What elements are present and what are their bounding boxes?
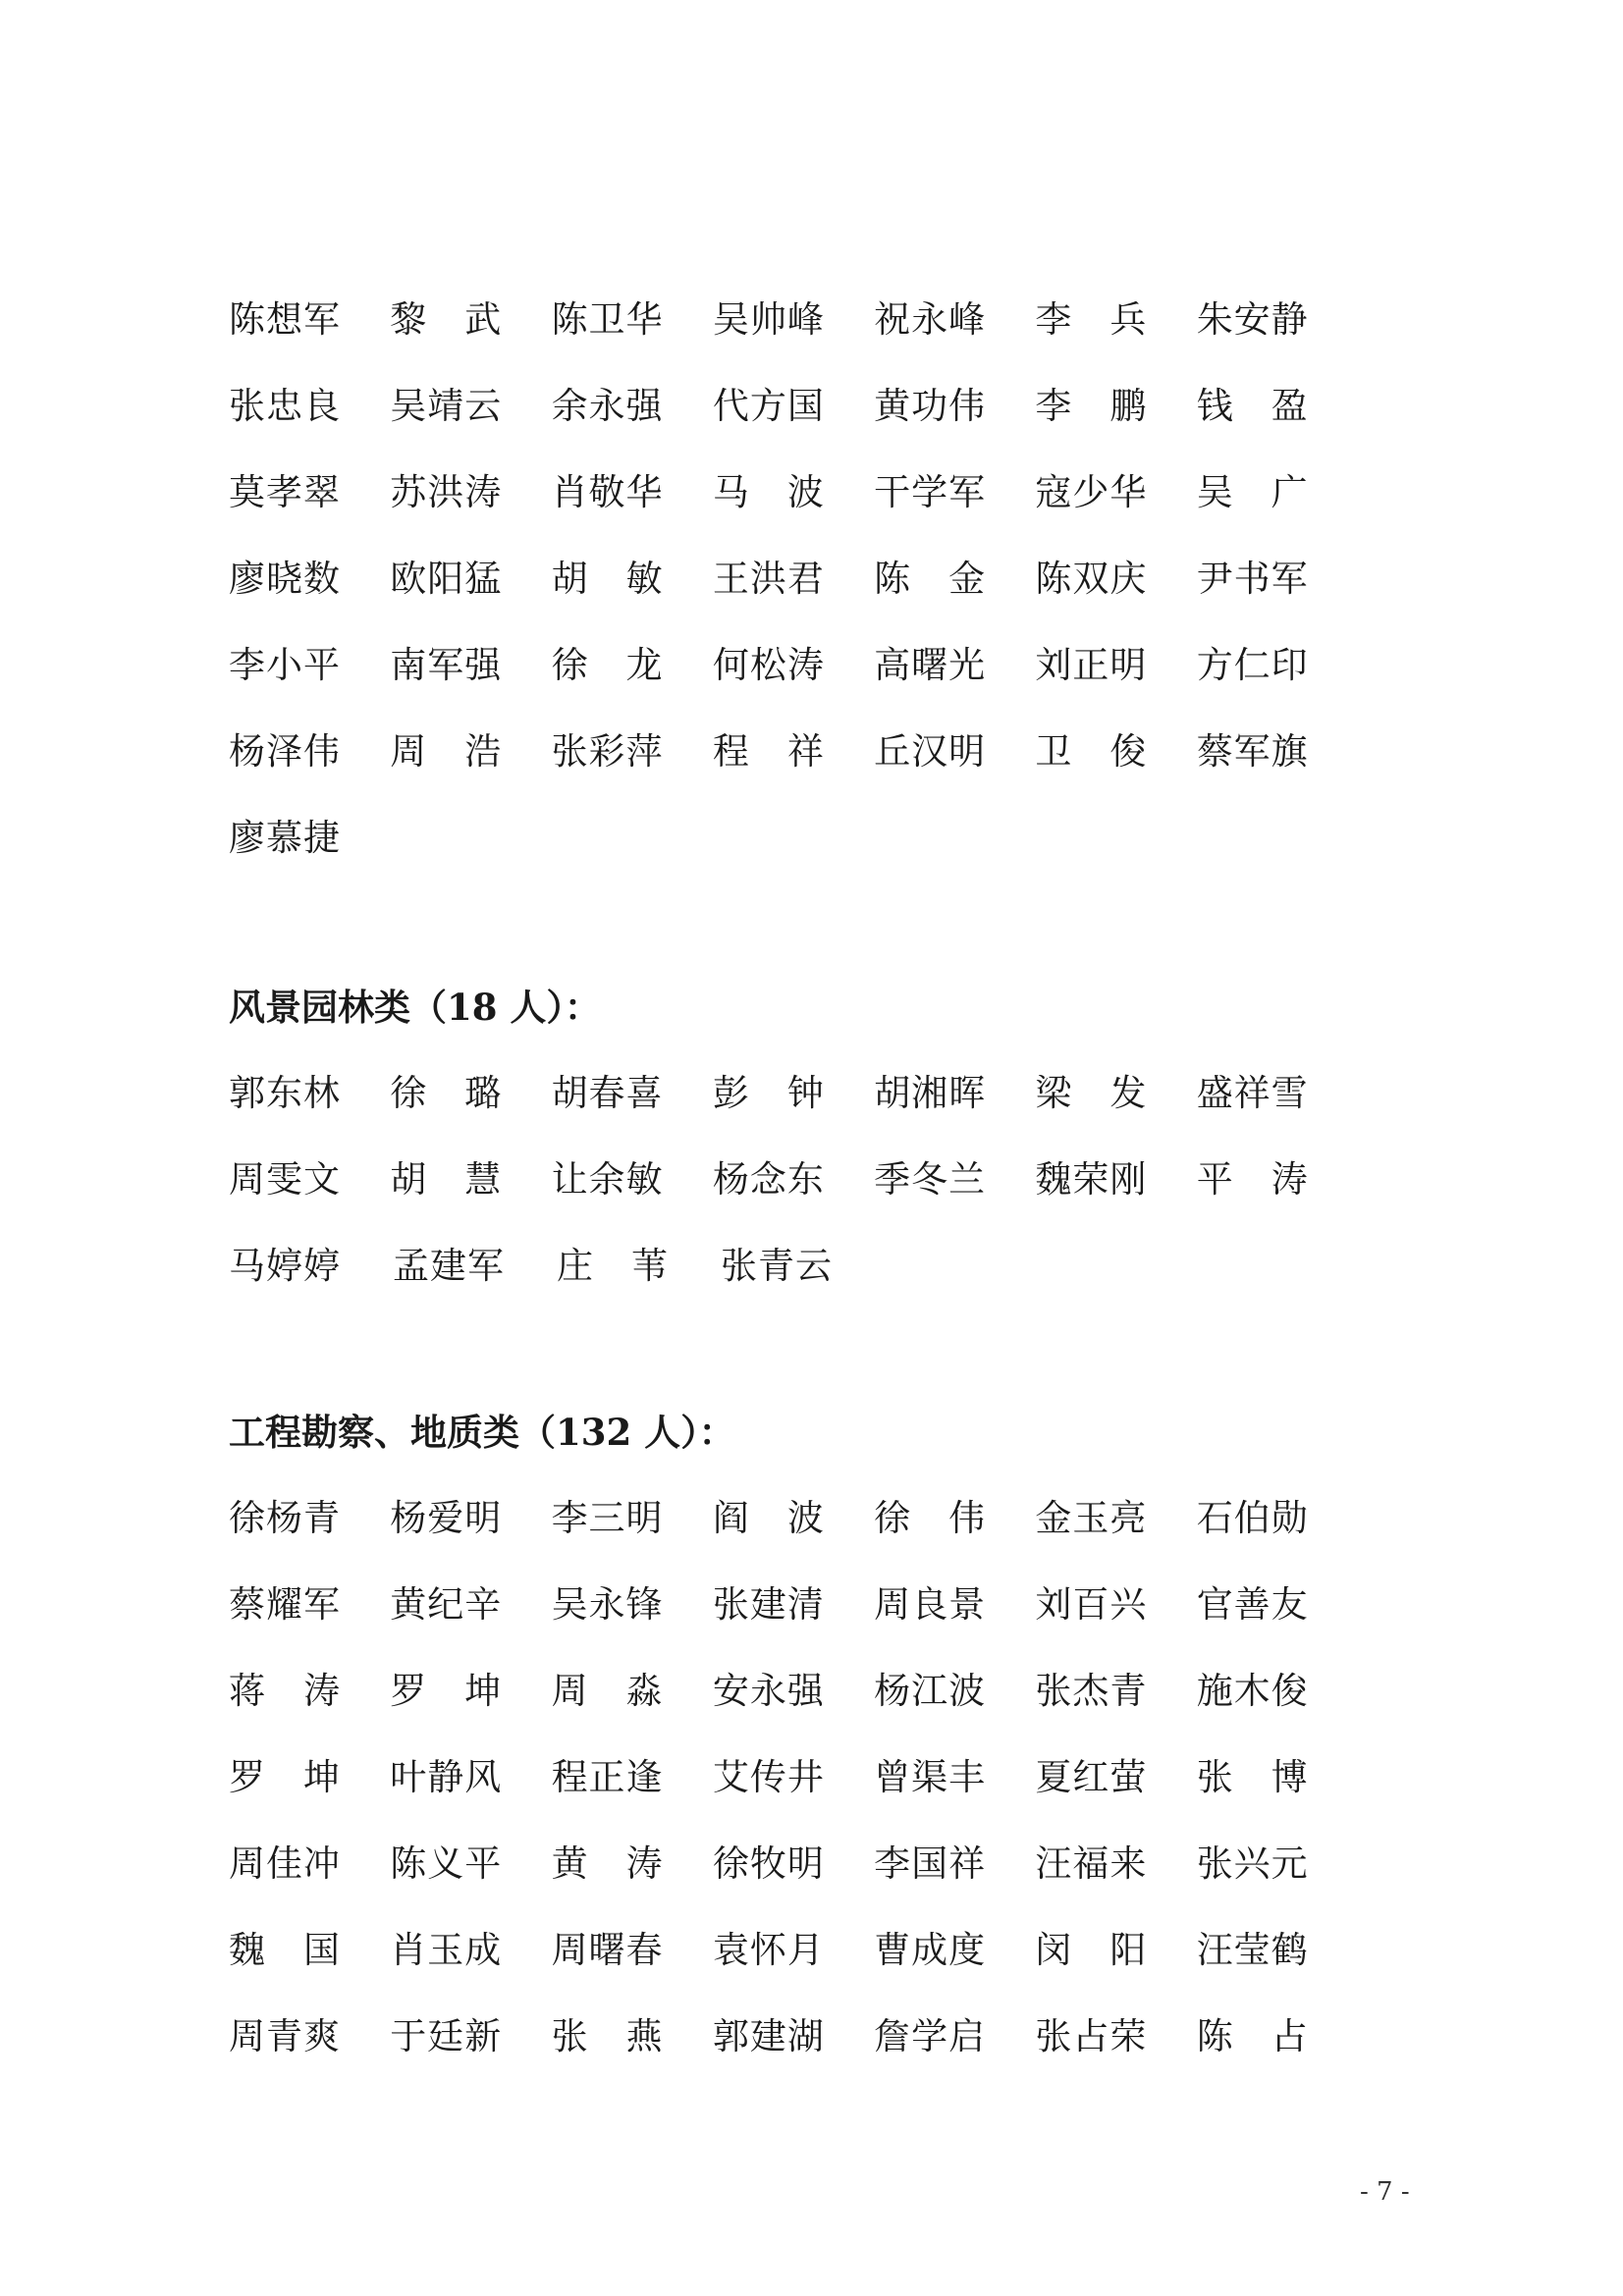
person-name: 安永强 (712, 1670, 825, 1712)
person-name: 欧阳猛 (390, 558, 503, 600)
person-name: 杨念东 (712, 1158, 825, 1201)
person-name: 李 鹏 (1035, 385, 1148, 427)
person-name: 肖玉成 (390, 1929, 503, 1971)
name-row (229, 1475, 1358, 1562)
name-list-landscape (229, 964, 1358, 1309)
person-name: 曾渠丰 (874, 1756, 987, 1798)
person-name: 官善友 (1196, 1583, 1309, 1626)
name-row (229, 1562, 1358, 1648)
person-name: 徐杨青 (229, 1497, 341, 1539)
section-heading: 工程勘察、地质类（132 人）： (229, 1411, 735, 1454)
person-name: 代方国 (712, 385, 825, 427)
person-name: 汪莹鹤 (1196, 1929, 1309, 1971)
person-name: 张 博 (1196, 1756, 1309, 1798)
person-name: 卫 俊 (1035, 730, 1148, 773)
person-name: 高曙光 (874, 644, 987, 686)
person-name: 何松涛 (712, 644, 825, 686)
name-row (229, 1050, 1358, 1137)
person-name: 马婷婷 (229, 1245, 341, 1287)
person-name: 莫孝翠 (229, 471, 341, 513)
person-name: 罗 坤 (390, 1670, 503, 1712)
person-name: 袁怀月 (712, 1929, 825, 1971)
name-row (229, 795, 1358, 881)
person-name: 魏荣刚 (1035, 1158, 1148, 1201)
name-row (229, 536, 1358, 622)
person-name: 徐 璐 (390, 1072, 503, 1114)
person-name: 程 祥 (712, 730, 825, 773)
person-name: 闵 阳 (1035, 1929, 1148, 1971)
person-name: 汪福来 (1035, 1842, 1148, 1885)
person-name: 苏洪涛 (390, 471, 503, 513)
person-name: 徐牧明 (712, 1842, 825, 1885)
person-name: 张兴元 (1196, 1842, 1309, 1885)
person-name: 张建清 (712, 1583, 825, 1626)
person-name: 尹书军 (1196, 558, 1309, 600)
person-name: 张忠良 (229, 385, 341, 427)
person-name: 张 燕 (551, 2015, 664, 2057)
person-name: 胡 慧 (390, 1158, 503, 1201)
person-name: 寇少华 (1035, 471, 1148, 513)
person-name: 周曙春 (551, 1929, 664, 1971)
person-name: 阎 波 (712, 1497, 825, 1539)
person-name: 胡湘晖 (874, 1072, 987, 1114)
person-name: 吴 广 (1196, 471, 1309, 513)
person-name: 刘正明 (1035, 644, 1148, 686)
person-name: 季冬兰 (874, 1158, 987, 1201)
person-name: 平 涛 (1196, 1158, 1309, 1201)
person-name: 方仁印 (1196, 644, 1309, 686)
person-name: 吴靖云 (390, 385, 503, 427)
name-row (229, 1137, 1358, 1223)
person-name: 胡春喜 (551, 1072, 664, 1114)
person-name: 彭 钟 (712, 1072, 825, 1114)
name-list-civil (229, 277, 1358, 881)
person-name: 罗 坤 (229, 1756, 341, 1798)
person-name: 周 浩 (390, 730, 503, 773)
person-name: 梁 发 (1035, 1072, 1148, 1114)
person-name: 魏 国 (229, 1929, 341, 1971)
person-name: 刘百兴 (1035, 1583, 1148, 1626)
person-name: 蔡军旗 (1196, 730, 1309, 773)
person-name: 张青云 (721, 1245, 833, 1287)
person-name: 杨泽伟 (229, 730, 341, 773)
person-name: 钱 盈 (1196, 385, 1309, 427)
section-heading: 风景园林类（18 人）： (229, 986, 601, 1029)
person-name: 干学军 (874, 471, 987, 513)
name-row (229, 450, 1358, 536)
person-name: 李 兵 (1035, 298, 1148, 341)
name-row (229, 622, 1358, 709)
person-name: 陈 金 (874, 558, 987, 600)
person-name: 朱安静 (1196, 298, 1309, 341)
person-name: 祝永峰 (874, 298, 987, 341)
person-name: 张杰青 (1035, 1670, 1148, 1712)
person-name: 陈双庆 (1035, 558, 1148, 600)
person-name: 廖晓数 (229, 558, 341, 600)
person-name: 王洪君 (712, 558, 825, 600)
person-name: 胡 敏 (551, 558, 664, 600)
person-name: 黄 涛 (551, 1842, 664, 1885)
person-name: 詹学启 (874, 2015, 987, 2057)
person-name: 陈义平 (390, 1842, 503, 1885)
person-name: 吴永锋 (551, 1583, 664, 1626)
person-name: 郭建湖 (712, 2015, 825, 2057)
person-name: 庄 苇 (557, 1245, 669, 1287)
person-name: 徐 伟 (874, 1497, 987, 1539)
person-name: 叶静风 (390, 1756, 503, 1798)
name-row (229, 1907, 1358, 1994)
name-row (229, 1223, 1358, 1309)
name-row (229, 1735, 1358, 1821)
person-name: 孟建军 (393, 1245, 505, 1287)
person-name: 杨江波 (874, 1670, 987, 1712)
person-name: 徐 龙 (551, 644, 664, 686)
person-name: 南军强 (390, 644, 503, 686)
person-name: 杨爱明 (390, 1497, 503, 1539)
person-name: 金玉亮 (1035, 1497, 1148, 1539)
person-name: 盛祥雪 (1196, 1072, 1309, 1114)
person-name: 陈卫华 (551, 298, 664, 341)
person-name: 蔡耀军 (229, 1583, 341, 1626)
person-name: 李三明 (551, 1497, 664, 1539)
person-name: 李国祥 (874, 1842, 987, 1885)
person-name: 让余敏 (551, 1158, 664, 1201)
person-name: 黄功伟 (874, 385, 987, 427)
person-name: 廖慕捷 (229, 817, 341, 859)
person-name: 丘汉明 (874, 730, 987, 773)
person-name: 施木俊 (1196, 1670, 1309, 1712)
person-name: 曹成度 (874, 1929, 987, 1971)
person-name: 陈 占 (1196, 2015, 1309, 2057)
person-name: 余永强 (551, 385, 664, 427)
person-name: 肖敬华 (551, 471, 664, 513)
person-name: 夏红萤 (1035, 1756, 1148, 1798)
person-name: 张占荣 (1035, 2015, 1148, 2057)
person-name: 周青爽 (229, 2015, 341, 2057)
person-name: 于廷新 (390, 2015, 503, 2057)
person-name: 黄纪辛 (390, 1583, 503, 1626)
person-name: 周佳冲 (229, 1842, 341, 1885)
person-name: 石伯勋 (1196, 1497, 1309, 1539)
person-name: 艾传井 (712, 1756, 825, 1798)
person-name: 周良景 (874, 1583, 987, 1626)
person-name: 张彩萍 (551, 730, 664, 773)
name-row (229, 1648, 1358, 1735)
person-name: 吴帅峰 (712, 298, 825, 341)
person-name: 陈想军 (229, 298, 341, 341)
name-row (229, 363, 1358, 450)
person-name: 黎 武 (390, 298, 503, 341)
person-name: 郭东林 (229, 1072, 341, 1114)
person-name: 李小平 (229, 644, 341, 686)
person-name: 马 波 (712, 471, 825, 513)
person-name: 周雯文 (229, 1158, 341, 1201)
person-name: 周 淼 (551, 1670, 664, 1712)
person-name: 蒋 涛 (229, 1670, 341, 1712)
name-row (229, 1994, 1358, 2080)
person-name: 程正逢 (551, 1756, 664, 1798)
name-list-geotechnical (229, 1389, 1358, 2080)
name-row (229, 709, 1358, 795)
page-number: - 7 - (1360, 2177, 1410, 2207)
name-row (229, 277, 1358, 363)
name-row (229, 1821, 1358, 1907)
